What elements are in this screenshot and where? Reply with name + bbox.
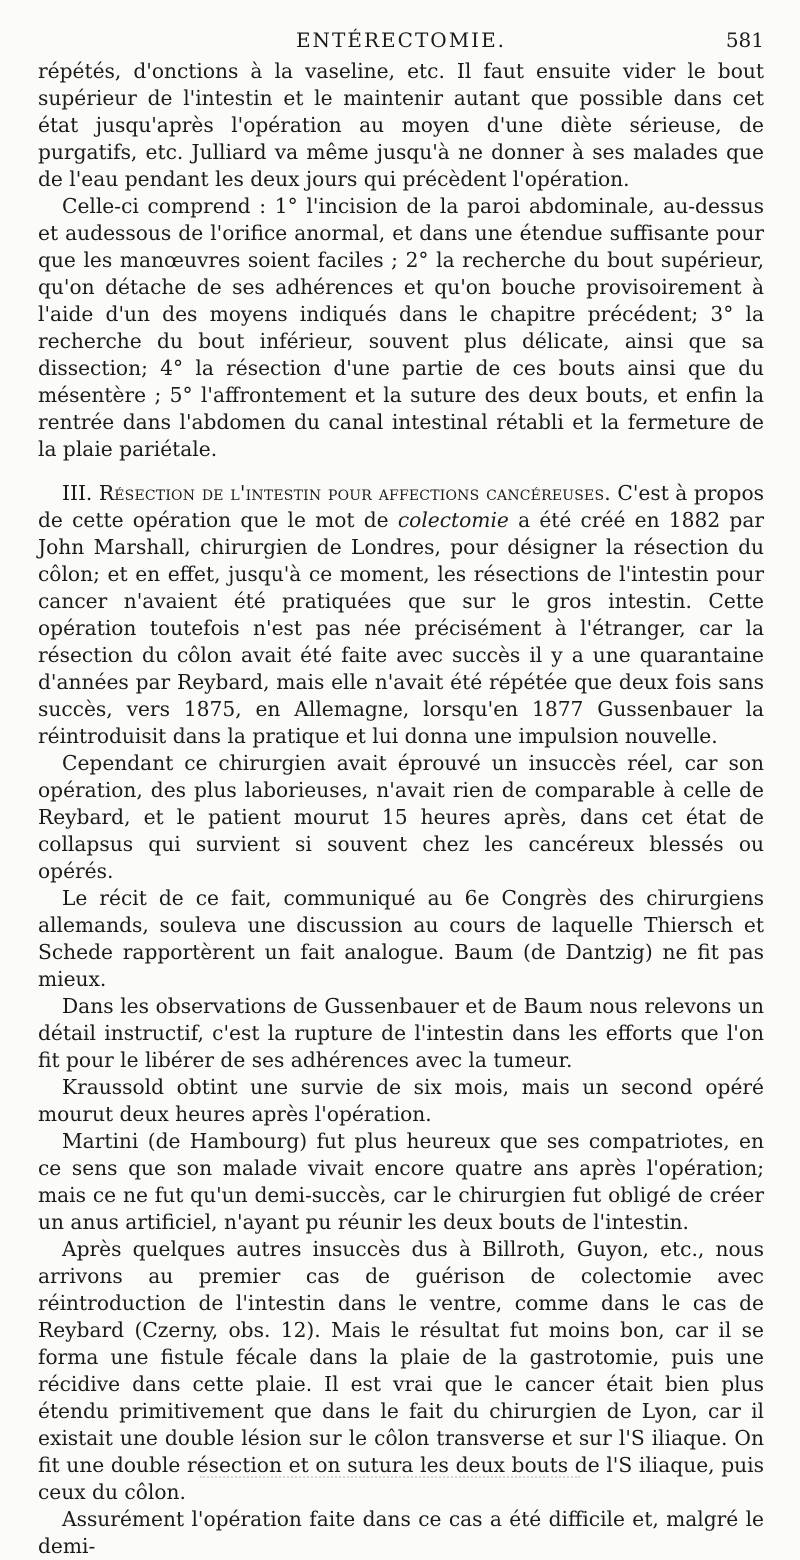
paragraph: Assurément l'opération faite dans ce cas a été difficile et, malgré le demi- bbox=[38, 1507, 764, 1558]
footer-print-marks bbox=[200, 1476, 580, 1482]
section-heading: Résection de l'intestin pour affections cancéreuses. bbox=[98, 481, 611, 505]
page-number: 581 bbox=[725, 28, 764, 52]
paragraph: Dans les observations de Gussenbauer et de Baum nous relevons un détail instructif, c'est la rupture de l'intestin dans les efforts que l'on fit pour le libérer de ses adhérences avec la tumeur. bbox=[38, 994, 764, 1072]
section-text: a été créé en 1882 par John Marshall, chirurgien de Londres, pour désigner la résection du côlon; et en effet, jusqu'à ce moment, les résections de l'intestin pour cancer n'avaient été pratiquées que sur le gros intestin. Cette opération toutefois n'est pas née précisément à l'étranger, car la résection du côlon avait été faite avec succès il y a une quarantaine d'années par Reybard, mais elle n'avait été répétée que deux fois sans succès, vers 1875, en Allemagne, lorsqu'en 1877 Gussenbauer la réintroduisit dans la pratique et lui donna une impulsion nouvelle. bbox=[38, 508, 765, 748]
running-head bbox=[38, 28, 764, 58]
paragraph: Kraussold obtint une survie de six mois, mais un second opéré mourut deux heures après l'opération. bbox=[38, 1075, 764, 1126]
paragraph: répétés, d'onctions à la vaseline, etc. Il faut ensuite vider le bout supérieur de l'intestin et le maintenir autant que possible dans cet état jusqu'après l'opération au moyen d'une diète sérieuse, de purgatifs, etc. Julliard va même jusqu'à ne donner à ses malades que de l'eau pendant les deux jours qui précèdent l'opération. bbox=[38, 59, 764, 191]
paragraph: Celle-ci comprend : 1° l'incision de la paroi abdominale, au-dessus et audessous de l'orifice anormal, et dans une étendue suffisante pour que les manœuvres soient faciles ; 2° la recherche du bout supérieur, qu'on détache de ses adhérences et qu'on bouche provisoirement à l'aide d'un des moyens indiqués dans le chapitre précédent; 3° la recherche du bout inférieur, souvent plus délicate, ainsi que sa dissection; 4° la résection d'une partie de ces bouts ainsi que du mésentère ; 5° l'affrontement et la suture des deux bouts, et enfin la rentrée dans l'abdomen du canal intestinal rétabli et la fermeture de la plaie pariétale. bbox=[38, 194, 764, 461]
section-paragraph bbox=[38, 480, 764, 750]
section-text: C'est à propos de cette opération que le mot de bbox=[38, 481, 764, 532]
running-title: ENTÉRECTOMIE. bbox=[295, 28, 507, 52]
paragraph: Le récit de ce fait, communiqué au 6e Congrès des chirurgiens allemands, souleva une discussion au cours de laquelle Thiersch et Schede rapportèrent un fait analogue. Baum (de Dantzig) ne fit pas mieux. bbox=[38, 886, 764, 991]
emphasized-term: colectomie bbox=[397, 508, 509, 532]
paragraph: Cependant ce chirurgien avait éprouvé un insuccès réel, car son opération, des plus laborieuses, n'avait rien de comparable à celle de Reybard, et le patient mourut 15 heures après, dans cet état de collapsus qui survient si souvent chez les cancéreux blessés ou opérés. bbox=[38, 751, 764, 883]
book-page bbox=[0, 28, 800, 1558]
body-text bbox=[38, 58, 764, 1560]
section-number: III. bbox=[62, 481, 93, 505]
paragraph: Après quelques autres insuccès dus à Billroth, Guyon, etc., nous arrivons au premier cas de guérison de colectomie avec réintroduction de l'intestin dans le ventre, comme dans le cas de Reybard (Czerny, obs. 12). Mais le résultat fut moins bon, car il se forma une fistule fécale dans la plaie de la gastrotomie, puis une récidive dans cette plaie. Il est vrai que le cancer était bien plus étendu primitivement que dans le fait du chirurgien de Lyon, car il existait une double lésion sur le côlon transverse et sur l'S iliaque. On fit une double résection et on sutura les deux bouts de l'S iliaque, puis ceux du côlon. bbox=[38, 1237, 764, 1504]
paragraph: Martini (de Hambourg) fut plus heureux que ses compatriotes, en ce sens que son malade vivait encore quatre ans après l'opération; mais ce ne fut qu'un demi-succès, car le chirurgien fut obligé de créer un anus artificiel, n'ayant pu réunir les deux bouts de l'intestin. bbox=[38, 1129, 764, 1234]
